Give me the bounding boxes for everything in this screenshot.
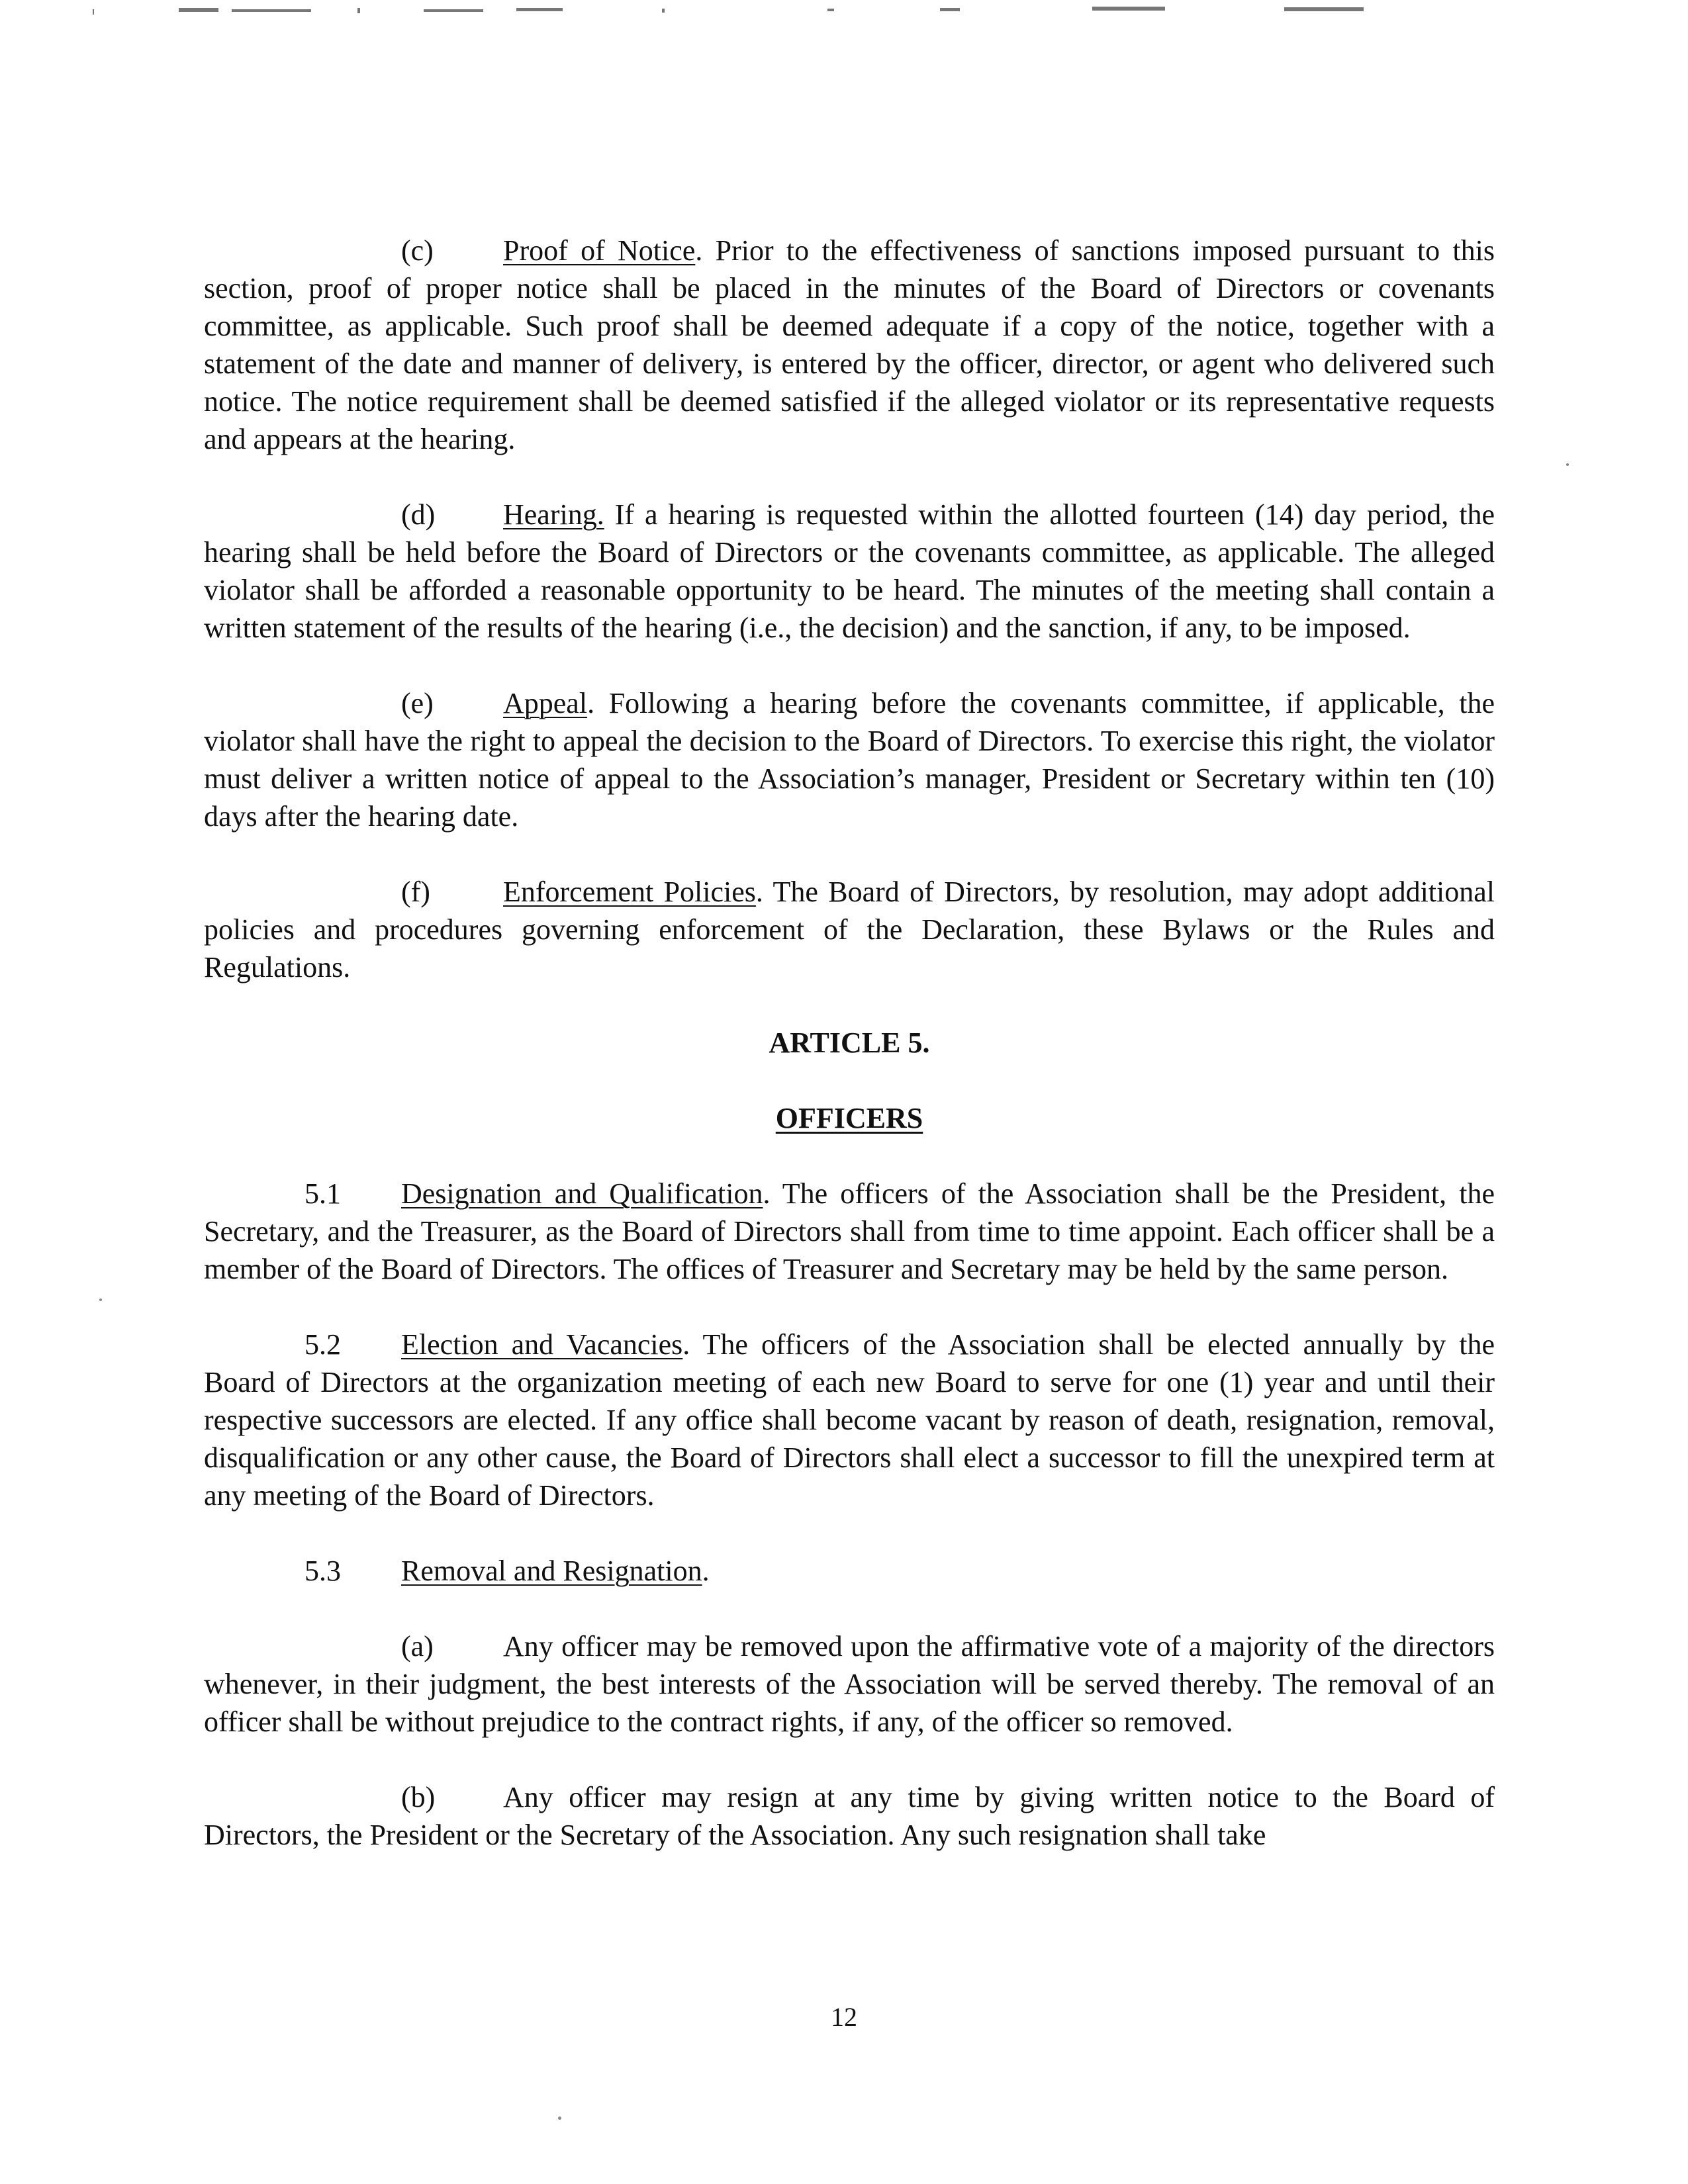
scan-speck	[1566, 463, 1569, 466]
paragraph-text: . Following a hearing before the covenants committee, if applicable, the violator shall have the right to appeal the decision to the Board of Directors. To exercise this right, the violator must deliver a written notice of appeal to the Association’s manager, President or Secretary within ten (10) days after the hearing date.	[204, 687, 1495, 833]
paragraph-marker: (a)	[401, 1630, 434, 1662]
paragraph-heading: Appeal	[503, 687, 588, 719]
paragraph-heading: Enforcement Policies	[503, 876, 756, 908]
section-number: 5.3	[305, 1555, 341, 1587]
section-text: .	[702, 1555, 710, 1587]
paragraph-text: . Prior to the effectiveness of sanctions imposed pursuant to this section, proof of proper notice shall be placed in the minutes of the Board of Directors or covenants committee, as applicable. Such proof shall be deemed adequate if a copy of the notice, together with a statement of the date and manner of delivery, is entered by the officer, director, or agent who delivered such notice. The notice requirement shall be deemed satisfied if the alleged violator or its representative requests and appears at the hearing.	[204, 234, 1495, 455]
scan-speck	[99, 1298, 102, 1301]
paragraph-marker: (e)	[401, 687, 434, 719]
paragraph-marker: (d)	[401, 498, 436, 531]
section-text: . The officers of the Association shall be the President, the Secretary, and the Treasurer, as the Board of Directors shall from time to time appoint. Each officer shall be a member of the Board of Directors. The offices of Treasurer and Secretary may be held by the same person.	[204, 1177, 1495, 1285]
section-designation-and-qualification	[204, 1175, 1495, 1288]
paragraph-proof-of-notice	[204, 232, 1495, 458]
section-heading: Election and Vacancies	[401, 1328, 683, 1361]
scan-artifact-strip	[0, 0, 1688, 26]
section-heading: Removal and Resignation	[401, 1555, 702, 1587]
paragraph-heading: Hearing.	[503, 498, 604, 531]
scan-speck	[558, 2116, 561, 2120]
article-title: OFFICERS	[775, 1102, 923, 1134]
section-removal-and-resignation	[204, 1552, 1495, 1590]
section-text: . The officers of the Association shall be elected annually by the Board of Directors at the organization meeting of each new Board to serve for one (1) year and until their respective successors are elected. If any office shall become vacant by reason of death, resignation, removal, disqualification or any other cause, the Board of Directors shall elect a successor to fill the unexpired term at any meeting of the Board of Directors.	[204, 1328, 1495, 1512]
article-number: ARTICLE 5.	[769, 1026, 930, 1059]
section-election-and-vacancies	[204, 1326, 1495, 1514]
paragraph-enforcement-policies	[204, 873, 1495, 986]
section-heading: Designation and Qualification	[401, 1177, 763, 1210]
paragraph-marker: (f)	[401, 876, 430, 908]
section-number: 5.1	[305, 1177, 341, 1210]
paragraph-text: Any officer may resign at any time by giving written notice to the Board of Directors, the President or the Secretary of the Association. Any such resignation shall take	[204, 1781, 1495, 1851]
paragraph-text: Any officer may be removed upon the affirmative vote of a majority of the directors whenever, in their judgment, the best interests of the Association will be served thereby. The removal of an officer shall be without prejudice to the contract rights, if any, of the officer so removed.	[204, 1630, 1495, 1738]
paragraph-marker: (b)	[401, 1781, 436, 1813]
section-number: 5.2	[305, 1328, 341, 1361]
paragraph-text: . The Board of Directors, by resolution, may adopt additional policies and procedures governing enforcement of the Declaration, these Bylaws or the Rules and Regulations.	[204, 876, 1495, 983]
paragraph-hearing	[204, 496, 1495, 647]
paragraph-officer-resignation	[204, 1778, 1495, 1854]
paragraph-officer-removal	[204, 1627, 1495, 1741]
document-body	[204, 232, 1495, 1891]
paragraph-appeal	[204, 684, 1495, 835]
paragraph-marker: (c)	[401, 234, 434, 267]
paragraph-text: If a hearing is requested within the allotted fourteen (14) day period, the hearing shall be held before the Board of Directors or the covenants committee, as applicable. The alleged violator shall be afforded a reasonable opportunity to be heard. The minutes of the meeting shall contain a written statement of the results of the hearing (i.e., the decision) and the sanction, if any, to be imposed.	[204, 498, 1495, 644]
page-number: 12	[831, 2002, 857, 2032]
paragraph-heading: Proof of Notice	[503, 234, 696, 267]
